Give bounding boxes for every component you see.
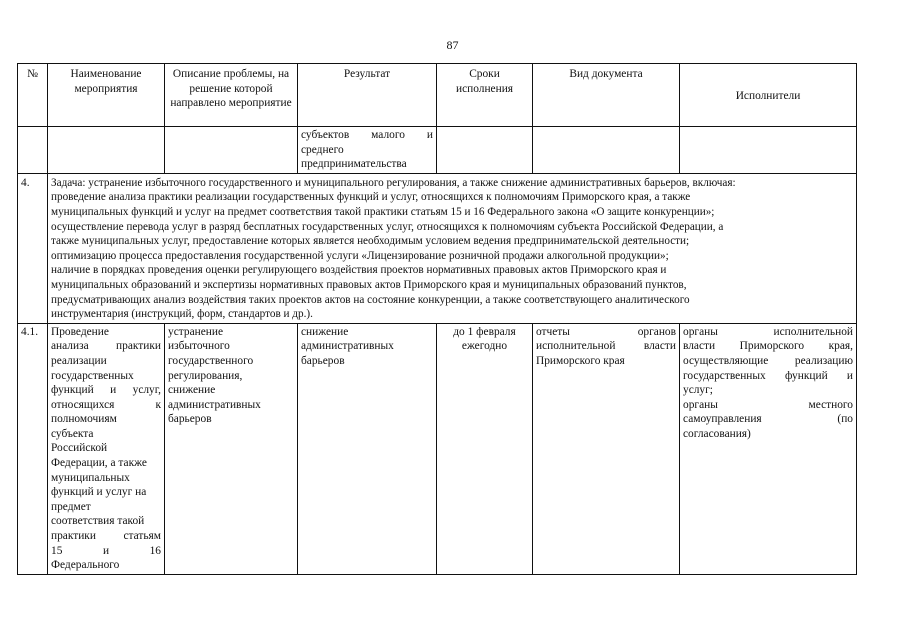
item-name-line: Федерации, а также xyxy=(51,457,147,470)
cont-executors-cell xyxy=(680,127,857,174)
item-doc-line: Приморского края xyxy=(536,354,625,367)
task-line: муниципальных образований и экспертизы нормативных правовых актов Приморского края и муниципальных образований пунктов, xyxy=(51,278,687,291)
task-num: 4. xyxy=(18,173,48,323)
task-line: муниципальных функций и услуг на предмет соответствия такой практики статьям 15 и 16 Федерального закона «О защите конкуренции»; xyxy=(51,205,715,218)
cont-result-line: субъектов малого и xyxy=(301,129,433,141)
continuation-row xyxy=(18,127,857,174)
task-line: оптимизацию процесса предоставления государственной услуги «Лицензирование розничной продажи алкогольной продукции»; xyxy=(51,249,669,262)
item-problem-line: регулирования, xyxy=(168,369,243,382)
item-row xyxy=(18,323,857,574)
item-name-line: функций и услуг, xyxy=(51,384,161,397)
item-executor-line: органы местного xyxy=(683,398,853,411)
item-doc-line: исполнительной власти xyxy=(536,340,676,353)
item-doc-line: отчеты органов xyxy=(536,325,676,338)
header-doc-type: Вид документа xyxy=(533,64,680,127)
item-executor-line: государственных функций и xyxy=(683,369,853,382)
item-name-line: Федерального xyxy=(51,559,120,572)
cont-deadline-cell xyxy=(437,127,533,174)
item-deadline-cell xyxy=(437,323,533,574)
item-executor-line: органы исполнительной xyxy=(683,325,853,338)
item-result-line: административных xyxy=(301,340,394,353)
cont-result-line: среднего xyxy=(301,143,344,156)
item-executor-line: услуг; xyxy=(683,384,713,397)
task-text xyxy=(48,173,857,323)
item-problem-line: государственного xyxy=(168,354,254,367)
cont-num-cell xyxy=(18,127,48,174)
item-num: 4.1. xyxy=(18,323,48,574)
task-line: также муниципальных услуг, предоставление которых является необходимым условием ведения предпринимательской деятельности; xyxy=(51,235,690,248)
header-deadline: Сроки исполнения xyxy=(437,64,533,127)
item-name-line: анализа практики xyxy=(51,340,161,353)
item-name-line: Проведение xyxy=(51,325,109,338)
header-result: Результат xyxy=(298,64,437,127)
item-result-line: снижение xyxy=(301,325,349,338)
item-name-line: государственных xyxy=(51,369,134,382)
item-deadline-line: ежегодно xyxy=(461,340,508,353)
item-name-line: муниципальных xyxy=(51,471,130,484)
item-name-line: реализации xyxy=(51,354,107,367)
item-problem-line: барьеров xyxy=(168,413,212,426)
item-name-line: Российской xyxy=(51,442,108,455)
item-executor-line: согласования) xyxy=(683,427,751,440)
task-row xyxy=(18,173,857,323)
cont-result-line: предпринимательства xyxy=(301,158,407,171)
item-problem-line: снижение xyxy=(168,384,216,397)
measures-table xyxy=(17,63,857,575)
item-problem-line: устранение xyxy=(168,325,224,338)
item-name-cell xyxy=(48,323,165,574)
task-line: проведение анализа практики реализации государственных функций и услуг, относящихся к полномочиям Приморского края, а также xyxy=(51,191,691,204)
item-executor-line: самоуправления (по xyxy=(683,413,853,426)
task-line: Задача: устранение избыточного государственного и муниципального регулирования, а также снижение административных барьеров, включая: xyxy=(51,176,736,189)
cont-doc-cell xyxy=(533,127,680,174)
item-executors-cell xyxy=(680,323,857,574)
page-number: 87 xyxy=(446,38,459,52)
task-line: осуществление перевода услуг в разряд бесплатных государственных услуг, относящихся к полномочиям субъекта Российской Федерации, а xyxy=(51,220,724,233)
item-problem-line: административных xyxy=(168,398,261,411)
task-line: наличие в порядках проведения оценки регулирующего воздействия проектов нормативных правовых актов Приморского края и xyxy=(51,264,667,277)
cont-name-cell xyxy=(48,127,165,174)
cont-result-cell xyxy=(298,127,437,174)
item-name-line: 15 и 16 xyxy=(51,544,161,557)
item-doc-cell xyxy=(533,323,680,574)
header-name: Наименование мероприятия xyxy=(48,64,165,127)
item-name-line: субъекта xyxy=(51,427,94,440)
item-problem-cell xyxy=(165,323,298,574)
cont-problem-cell xyxy=(165,127,298,174)
task-line: инструментария (инструкций, форм, стандартов и др.). xyxy=(51,308,313,321)
item-executor-line: власти Приморского края, xyxy=(683,340,853,353)
header-num: № xyxy=(18,64,48,127)
item-result-line: барьеров xyxy=(301,354,345,367)
item-executor-line: осуществляющие реализацию xyxy=(683,354,853,367)
item-problem-line: избыточного xyxy=(168,340,230,353)
header-executors: Исполнители xyxy=(680,64,857,127)
task-line: предусматривающих анализ воздействия таких проектов актов на состояние конкуренции, а также соответствующего аналитического xyxy=(51,293,690,306)
item-name-line: функций и услуг на xyxy=(51,486,147,499)
header-problem: Описание проблемы, на решение которой направлено мероприятие xyxy=(165,64,298,127)
item-name-line: практики статьям xyxy=(51,530,161,543)
table-header-row xyxy=(18,64,857,127)
item-name-line: предмет xyxy=(51,500,91,513)
item-result-cell xyxy=(298,323,437,574)
item-name-line: полномочиям xyxy=(51,413,117,426)
item-deadline-line: до 1 февраля xyxy=(453,325,516,338)
item-name-line: соответствия такой xyxy=(51,515,145,528)
item-name-line: относящихся к xyxy=(51,398,161,411)
